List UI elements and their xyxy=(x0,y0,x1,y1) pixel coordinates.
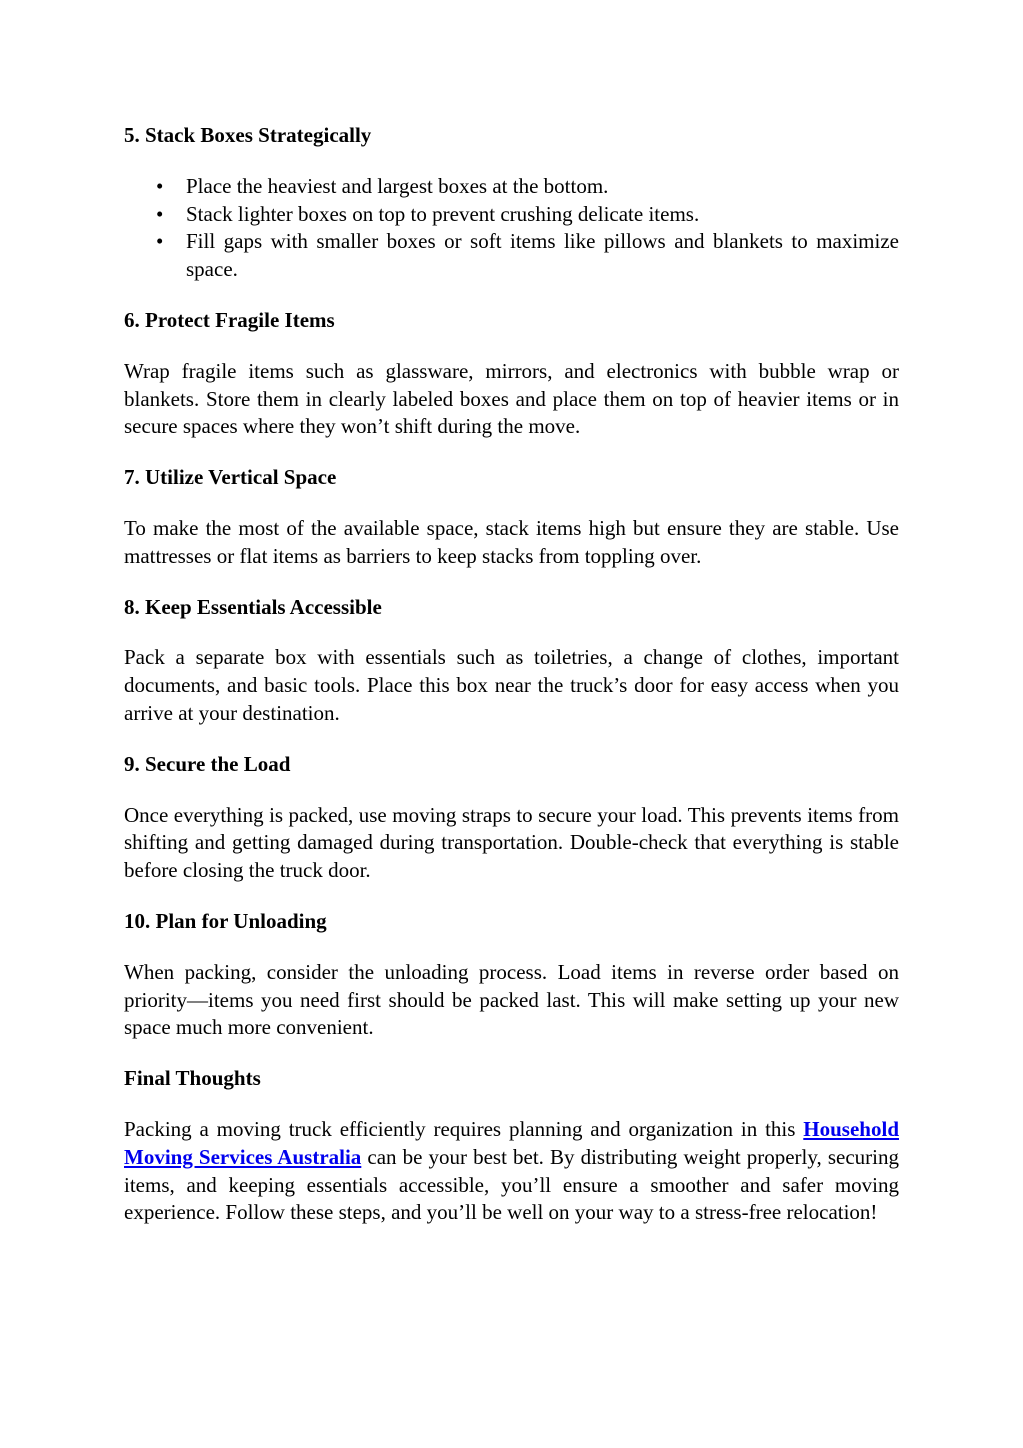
section-paragraph-final-thoughts xyxy=(124,1116,899,1227)
household-moving-services-link[interactable]: Household Moving Services Australia xyxy=(124,1116,899,1169)
final-text-before-link: Packing a moving truck efficiently requires planning and organization in this xyxy=(124,1116,804,1141)
section-heading-vertical-space: 7. Utilize Vertical Space xyxy=(124,465,337,490)
bullet-icon: • xyxy=(156,229,164,254)
final-text-after-link: can be your best bet. By distributing weight properly, securing items, and keeping essentials accessible, you’ll ensure a smoother and safer moving experience. Follow these steps, and you’ll be well on your way to a stress-free relocation! xyxy=(124,1144,899,1225)
section-heading-stack-boxes: 5. Stack Boxes Strategically xyxy=(124,123,372,147)
section-paragraph-essentials: Pack a separate box with essentials such as toiletries, a change of clothes, important documents, and basic tools. Place this box near the truck’s door for easy access when you arrive at your destination. xyxy=(124,645,899,725)
section-heading-essentials: 8. Keep Essentials Accessible xyxy=(124,594,382,619)
list-item xyxy=(124,173,899,201)
list-item xyxy=(124,201,899,229)
section-heading-final-thoughts: Final Thoughts xyxy=(124,1066,261,1091)
list-item xyxy=(124,228,899,284)
bullet-icon: • xyxy=(156,173,164,198)
section-paragraph-vertical-space: To make the most of the available space, stack items high but ensure they are stable. Use mattresses or flat items as barriers to keep stacks from toppling over. xyxy=(124,515,899,568)
section-heading-unloading: 10. Plan for Unloading xyxy=(124,908,327,933)
document-page xyxy=(124,122,899,1250)
list-item-text: Fill gaps with smaller boxes or soft items like pillows and blankets to maximize space. xyxy=(186,229,899,282)
section-heading-secure-load: 9. Secure the Load xyxy=(124,751,291,776)
section-heading-protect-fragile: 6. Protect Fragile Items xyxy=(124,307,335,332)
list-item-text: Place the heaviest and largest boxes at the bottom. xyxy=(186,173,609,198)
section-paragraph-secure-load: Once everything is packed, use moving straps to secure your load. This prevents items from shifting and getting damaged during transportation. Double-check that everything is stable before closing the truck door. xyxy=(124,802,899,883)
bullet-list-stack-boxes xyxy=(124,173,899,284)
section-paragraph-unloading: When packing, consider the unloading process. Load items in reverse order based on priority—items you need first should be packed last. This will make setting up your new space much more convenient. xyxy=(124,959,899,1040)
section-paragraph-protect-fragile: Wrap fragile items such as glassware, mirrors, and electronics with bubble wrap or blankets. Store them in clearly labeled boxes and place them on top of heavier items or in secure spaces where they won’t shift during the move. xyxy=(124,358,899,439)
bullet-icon: • xyxy=(156,201,164,226)
list-item-text: Stack lighter boxes on top to prevent crushing delicate items. xyxy=(186,201,700,226)
